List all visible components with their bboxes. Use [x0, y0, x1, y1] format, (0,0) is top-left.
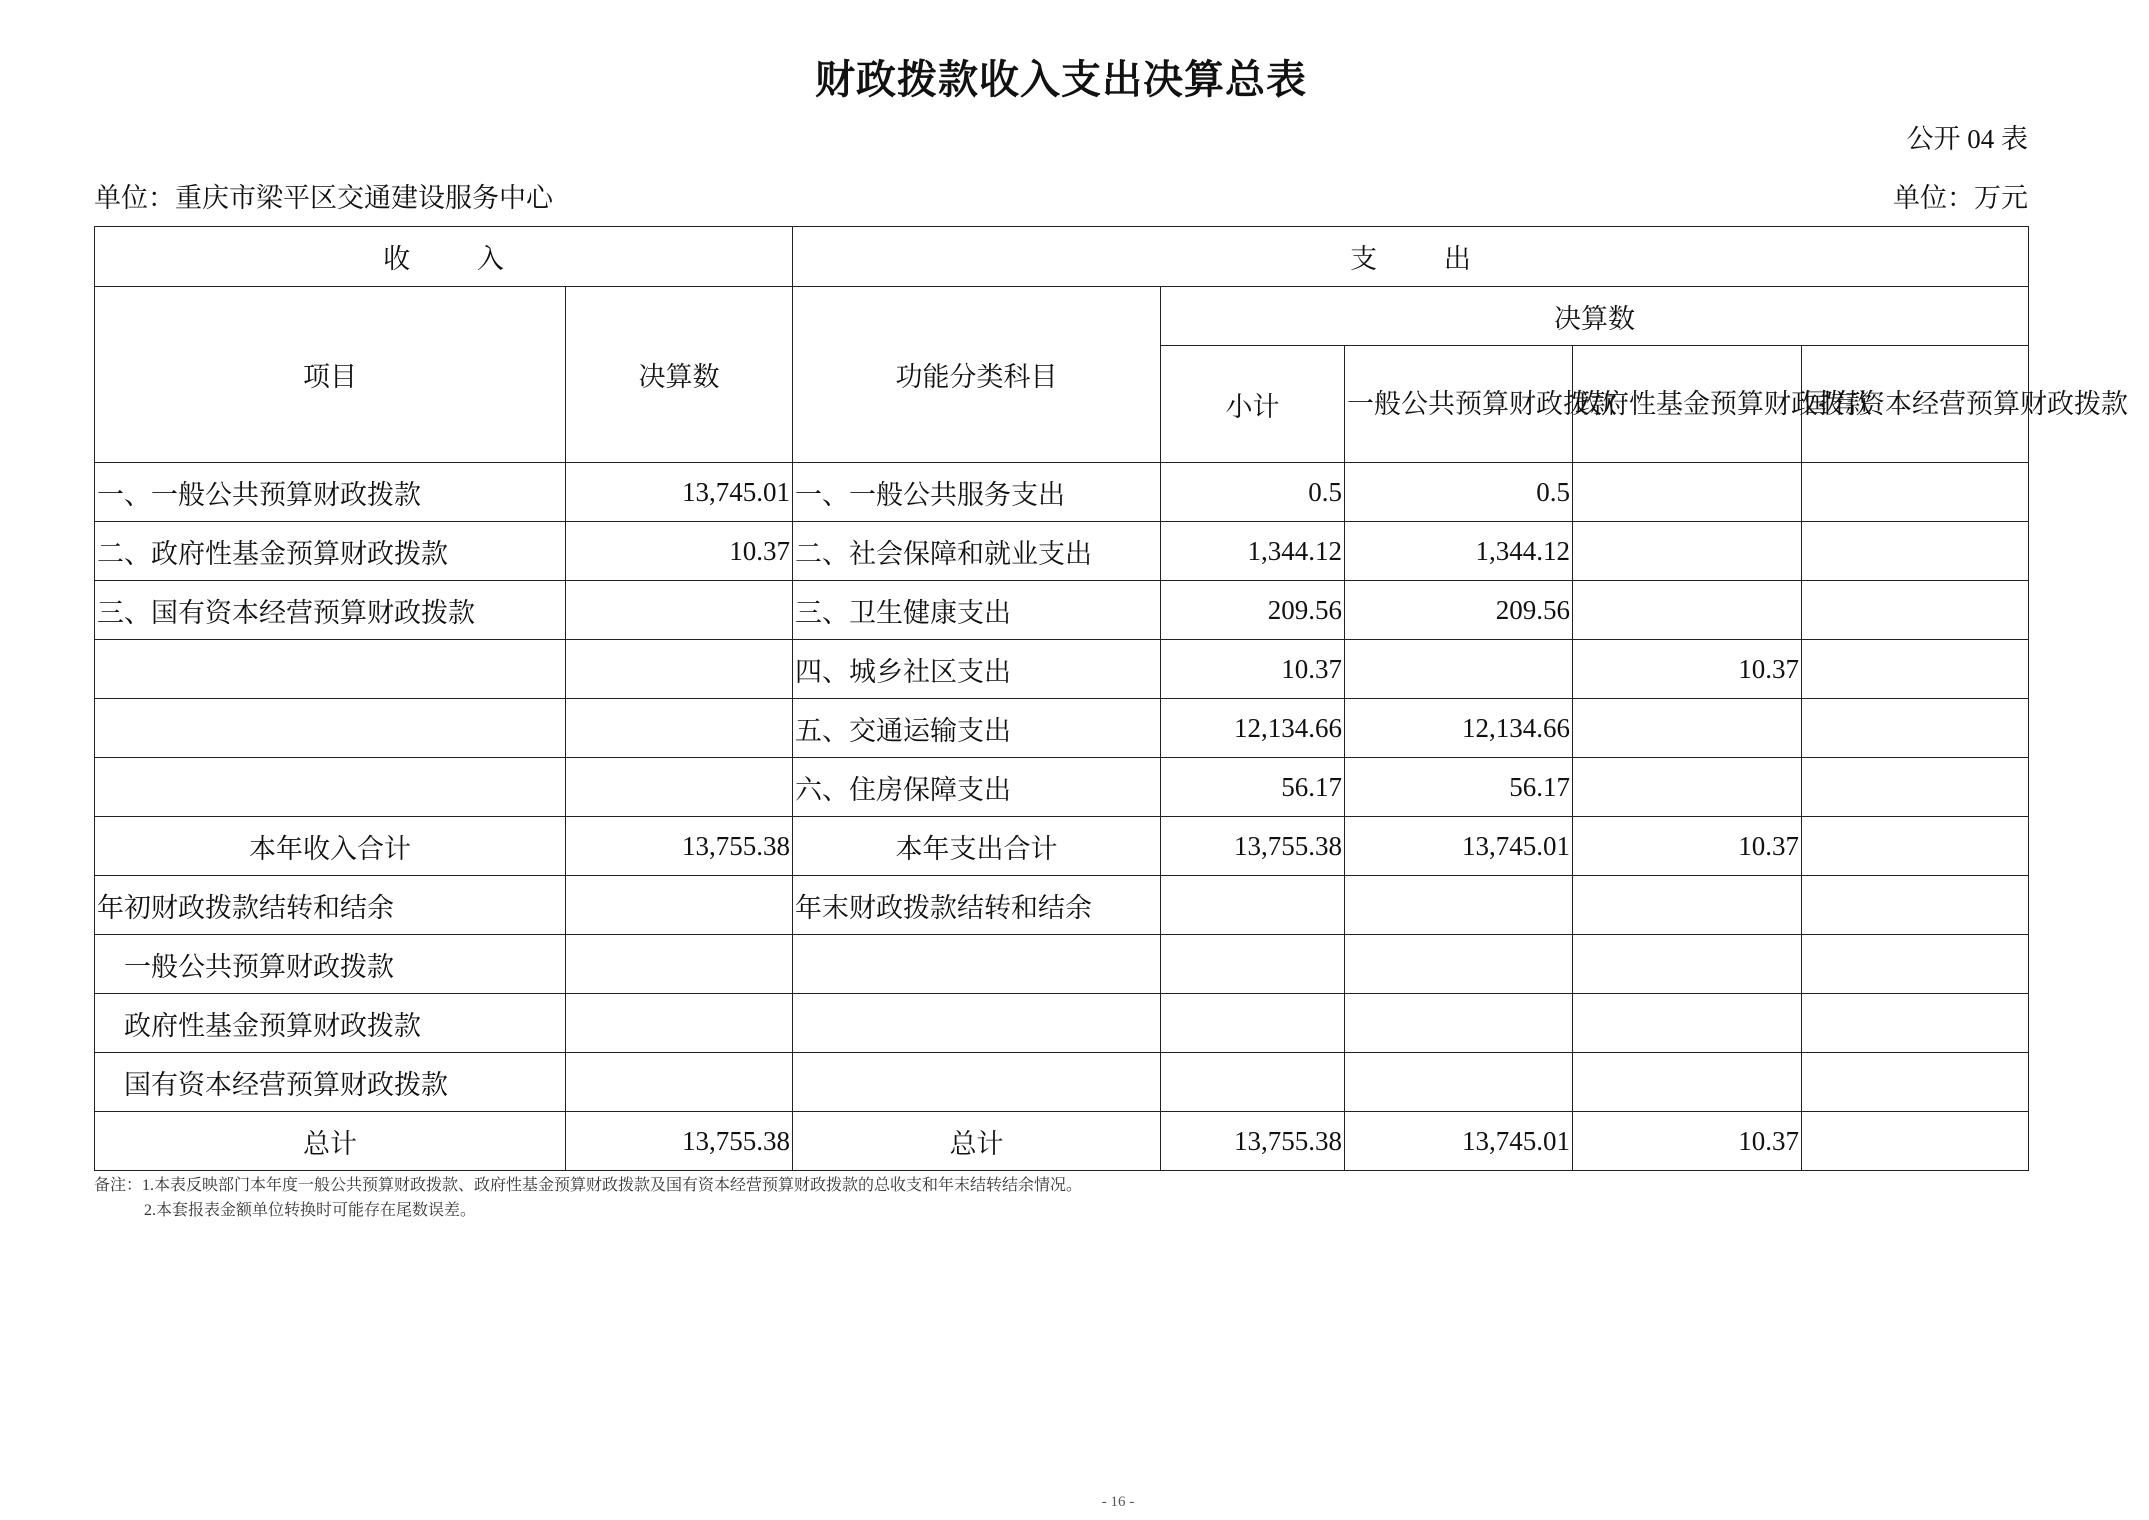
fund-budget-cell: 10.37 — [1573, 640, 1802, 699]
subtotal-cell — [1161, 876, 1345, 935]
income-item-cell: 本年收入合计 — [95, 817, 566, 876]
state-capital-cell — [1802, 876, 2029, 935]
income-item-cell — [95, 640, 566, 699]
general-budget-cell: 209.56 — [1345, 581, 1573, 640]
expense-item-cell: 总计 — [793, 1112, 1161, 1171]
income-item-cell: 政府性基金预算财政拨款 — [95, 994, 566, 1053]
state-capital-header: 国有资本经营预算财政拨款 — [1802, 346, 2029, 463]
page-title: 财政拨款收入支出决算总表 — [815, 57, 1307, 102]
subtotal-cell: 13,755.38 — [1161, 817, 1345, 876]
expense-item-cell: 三、卫生健康支出 — [793, 581, 1161, 640]
expense-item-cell: 年末财政拨款结转和结余 — [793, 876, 1161, 935]
fund-budget-cell — [1573, 758, 1802, 817]
subtotal-cell — [1161, 935, 1345, 994]
table-row — [95, 935, 2029, 994]
final-amount-header: 决算数 — [1161, 287, 2029, 346]
income-item-cell: 总计 — [95, 1112, 566, 1171]
header-row-2 — [95, 287, 2029, 346]
fund-budget-cell — [1573, 463, 1802, 522]
subtotal-cell: 0.5 — [1161, 463, 1345, 522]
expense-item-cell: 二、社会保障和就业支出 — [793, 522, 1161, 581]
currency-unit: 单位：万元 — [1893, 183, 2028, 213]
general-budget-cell — [1345, 994, 1573, 1053]
state-capital-cell — [1802, 640, 2029, 699]
general-budget-cell: 13,745.01 — [1345, 1112, 1573, 1171]
expense-item-cell: 本年支出合计 — [793, 817, 1161, 876]
state-capital-cell — [1802, 935, 2029, 994]
general-budget-cell: 12,134.66 — [1345, 699, 1573, 758]
subtotal-cell: 10.37 — [1161, 640, 1345, 699]
table-body — [95, 463, 2029, 1171]
fund-budget-cell — [1573, 522, 1802, 581]
table-row — [95, 817, 2029, 876]
income-item-cell — [95, 758, 566, 817]
table-row — [95, 463, 2029, 522]
income-item-cell: 三、国有资本经营预算财政拨款 — [95, 581, 566, 640]
general-budget-cell: 13,745.01 — [1345, 817, 1573, 876]
expense-item-cell: 一、一般公共服务支出 — [793, 463, 1161, 522]
expense-item-cell: 六、住房保障支出 — [793, 758, 1161, 817]
page-number: - 16 - — [1101, 1494, 1135, 1510]
income-item-cell: 年初财政拨款结转和结余 — [95, 876, 566, 935]
subtotal-cell — [1161, 994, 1345, 1053]
expense-section-header: 支 出 — [793, 227, 2029, 287]
table-row — [95, 876, 2029, 935]
expense-item-cell: 五、交通运输支出 — [793, 699, 1161, 758]
income-amount-cell — [566, 1053, 793, 1112]
fund-budget-cell: 10.37 — [1573, 1112, 1802, 1171]
table-header — [95, 227, 2128, 463]
state-capital-cell — [1802, 758, 2029, 817]
income-item-header: 项目 — [95, 287, 566, 463]
state-capital-cell — [1802, 522, 2029, 581]
table-row — [95, 1112, 2029, 1171]
income-amount-cell: 10.37 — [566, 522, 793, 581]
reporting-unit: 单位：重庆市梁平区交通建设服务中心 — [94, 183, 553, 213]
expense-item-cell — [793, 994, 1161, 1053]
income-item-cell: 二、政府性基金预算财政拨款 — [95, 522, 566, 581]
subtotal-cell: 209.56 — [1161, 581, 1345, 640]
income-amount-cell: 13,755.38 — [566, 817, 793, 876]
state-capital-cell — [1802, 994, 2029, 1053]
table-row — [95, 640, 2029, 699]
income-item-cell: 国有资本经营预算财政拨款 — [95, 1053, 566, 1112]
income-amount-cell: 13,745.01 — [566, 463, 793, 522]
income-item-cell: 一、一般公共预算财政拨款 — [95, 463, 566, 522]
state-capital-cell — [1802, 699, 2029, 758]
state-capital-cell — [1802, 1053, 2029, 1112]
budget-summary-table — [94, 226, 2128, 1171]
fund-budget-cell: 10.37 — [1573, 817, 1802, 876]
table-row — [95, 522, 2029, 581]
expense-item-cell: 四、城乡社区支出 — [793, 640, 1161, 699]
footnote-2: 2.本套报表金额单位转换时可能存在尾数误差。 — [144, 1202, 477, 1219]
income-amount-cell — [566, 935, 793, 994]
fund-budget-cell — [1573, 699, 1802, 758]
state-capital-cell — [1802, 1112, 2029, 1171]
general-budget-header: 一般公共预算财政拨款 — [1345, 346, 1573, 463]
income-amount-header: 决算数 — [566, 287, 793, 463]
subtotal-cell: 56.17 — [1161, 758, 1345, 817]
income-amount-cell — [566, 640, 793, 699]
income-item-cell: 一般公共预算财政拨款 — [95, 935, 566, 994]
income-amount-cell — [566, 876, 793, 935]
fund-budget-cell — [1573, 1053, 1802, 1112]
general-budget-cell: 56.17 — [1345, 758, 1573, 817]
subtotal-cell: 12,134.66 — [1161, 699, 1345, 758]
general-budget-cell: 1,344.12 — [1345, 522, 1573, 581]
fund-budget-cell — [1573, 581, 1802, 640]
table-row — [95, 699, 2029, 758]
income-amount-cell — [566, 758, 793, 817]
table-row — [95, 758, 2029, 817]
form-number: 公开 04 表 — [1906, 124, 2028, 154]
general-budget-cell — [1345, 935, 1573, 994]
footnote-1: 备注：1.本表反映部门本年度一般公共预算财政拨款、政府性基金预算财政拨款及国有资本经营预算财政拨款的总收支和年末结转结余情况。 — [94, 1177, 1083, 1194]
fund-budget-cell — [1573, 876, 1802, 935]
income-amount-cell — [566, 581, 793, 640]
table-row — [95, 581, 2029, 640]
function-category-header: 功能分类科目 — [793, 287, 1161, 463]
general-budget-cell — [1345, 876, 1573, 935]
general-budget-cell — [1345, 1053, 1573, 1112]
table-row — [95, 1053, 2029, 1112]
expense-item-cell — [793, 1053, 1161, 1112]
income-amount-cell — [566, 994, 793, 1053]
fund-budget-header: 政府性基金预算财政拨款 — [1573, 346, 1802, 463]
state-capital-cell — [1802, 817, 2029, 876]
subtotal-cell: 13,755.38 — [1161, 1112, 1345, 1171]
expense-item-cell — [793, 935, 1161, 994]
subtotal-cell — [1161, 1053, 1345, 1112]
state-capital-cell — [1802, 581, 2029, 640]
state-capital-cell — [1802, 463, 2029, 522]
income-item-cell — [95, 699, 566, 758]
income-amount-cell — [566, 699, 793, 758]
income-section-header: 收 入 — [95, 227, 793, 287]
fund-budget-cell — [1573, 935, 1802, 994]
header-row-1 — [95, 227, 2029, 287]
fund-budget-cell — [1573, 994, 1802, 1053]
table-row — [95, 994, 2029, 1053]
subtotal-header: 小计 — [1161, 346, 1345, 463]
subtotal-cell: 1,344.12 — [1161, 522, 1345, 581]
general-budget-cell: 0.5 — [1345, 463, 1573, 522]
income-amount-cell: 13,755.38 — [566, 1112, 793, 1171]
general-budget-cell — [1345, 640, 1573, 699]
